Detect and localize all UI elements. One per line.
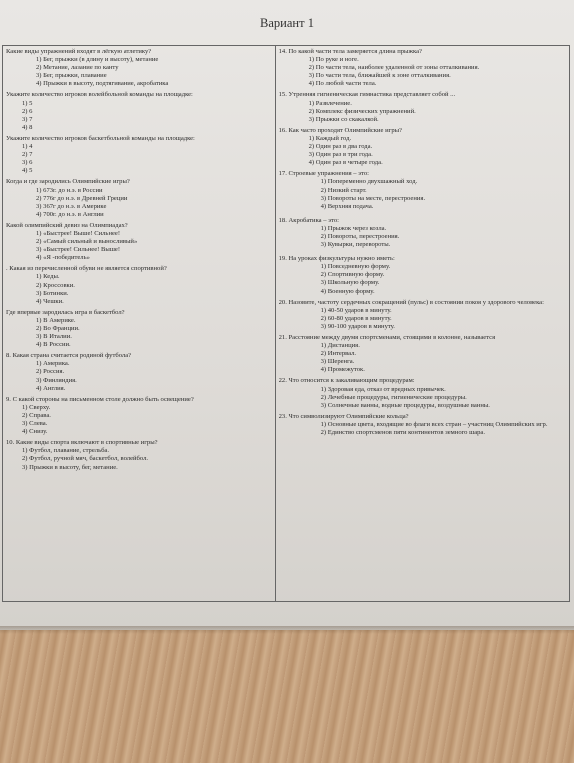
answer-option: 1) Дистанция. — [320, 342, 360, 350]
answer-option: 1) Прыжок через козла. — [320, 224, 387, 232]
answer-option: 3) Повороты на месте, перестроения. — [320, 194, 426, 202]
question-block — [6, 222, 272, 262]
question-text: 21. Расстояние между двумя спортсменами, стоящими в колонне, называется — [278, 334, 496, 341]
answer-option: 1) Каждый год. — [308, 134, 352, 142]
answer-option: 1) 40-50 ударов в минуту. — [320, 306, 392, 314]
question-block — [6, 265, 272, 305]
answer-option: 1) «Быстрее! Выше! Сильнее! — [36, 229, 121, 237]
answer-option: 3) «Быстрее! Сильнее! Выше! — [36, 246, 121, 254]
answer-option: 2) Спортивную форму. — [320, 271, 385, 279]
question-text: 19. На уроках физкультуры нужно иметь: — [278, 255, 395, 263]
answer-option: 2) Повороты, перестроения. — [320, 232, 400, 240]
answer-option: 4) Верхняя подача. — [320, 202, 374, 210]
question-block — [6, 178, 272, 218]
answer-option: 4) «Я -победитель» — [36, 254, 90, 262]
question-block — [279, 91, 566, 123]
answer-option: 3) По части тела, ближайшей к зоне отталкивания. — [308, 72, 451, 80]
answer-option: 3) 90-100 ударов в минуту. — [320, 322, 395, 330]
right-column — [276, 46, 569, 601]
question-text: Где впервые зародилась игра в баскетбол? — [6, 308, 125, 316]
answer-option: 2) Во Франции. — [36, 325, 80, 332]
answer-option: 3) Прыжки в высоту, бег, метание. — [22, 463, 118, 471]
question-text: 23. Что символизируют Олимпийские кольца? — [278, 412, 409, 420]
answer-option: 2) Футбол, ручной мяч, баскетбол, волейбол. — [22, 455, 149, 463]
question-text: . Какая из перечисленной обуви не является спортивной? — [6, 265, 167, 273]
page-title: Вариант 1 — [260, 16, 314, 30]
question-block — [6, 352, 272, 392]
answer-option: 4) Промежуток. — [320, 366, 365, 374]
question-block — [6, 309, 272, 349]
answer-option: 1) 4 — [22, 143, 33, 151]
answer-option: 1) Футбол, плавание, стрельба. — [22, 447, 110, 455]
answer-option: 1) В Америке. — [36, 316, 76, 324]
questions-table — [2, 45, 570, 602]
question-block — [279, 48, 566, 88]
question-block — [279, 217, 566, 249]
answer-option: 4) По любой части тела. — [308, 80, 377, 88]
answer-option: 4) В России. — [36, 341, 71, 349]
answer-option: 1) По руке и ноге. — [308, 56, 359, 64]
table-surface — [0, 625, 574, 763]
answer-option: 2) Кроссовки. — [36, 281, 75, 289]
answer-option: 4) Чешки. — [36, 297, 64, 305]
answer-option: 2) 6 — [22, 107, 33, 115]
answer-option: 4) Прыжки в высоту, подтягивание, акробатика — [36, 80, 169, 88]
answer-option: 1) Бег, прыжки (в длину и высоту), метание — [36, 56, 159, 64]
answer-option: 3) 367г до н.э. в Америке — [36, 202, 107, 210]
answer-option: 4) Один раз в четыре года. — [308, 159, 383, 167]
answer-option: 3) Кувырки, перевороты. — [320, 241, 391, 249]
answer-option: 2) Один раз в два года. — [308, 143, 373, 151]
answer-option: 2) Справа. — [22, 411, 51, 419]
answer-option: 2) Интервал. — [320, 350, 357, 358]
answer-option: 2) Единство спортсменов пяти континентов земного шара. — [320, 429, 485, 437]
question-block — [279, 170, 566, 210]
question-text: 17. Строевые упражнения – это: — [278, 170, 369, 178]
question-text: 14. По какой части тела замеряется длина прыжка? — [278, 48, 422, 55]
answer-option: 3) Один раз в три года. — [308, 151, 373, 159]
answer-option: 1) 673г. до н.э. в России — [36, 186, 103, 194]
answer-option: 3) Финляндия. — [36, 376, 77, 384]
question-block — [279, 127, 566, 167]
answer-option: 2) 60-80 ударов в минуту. — [320, 314, 392, 322]
question-block — [279, 299, 566, 331]
answer-option: 4) Англия. — [36, 384, 66, 392]
answer-option: 2) «Самый сильный и выносливый» — [36, 238, 138, 246]
sheet-shadow — [0, 626, 574, 634]
answer-option: 2) Россия. — [36, 368, 65, 376]
question-text: 22. Что относится к закаливающим процедурам: — [278, 377, 415, 385]
answer-option: 3) В Италии. — [36, 333, 72, 341]
answer-option: 3) Прыжки со скакалкой. — [308, 115, 379, 123]
answer-option: 1) 5 — [22, 99, 33, 107]
answer-option: 2) Низкий старт. — [320, 186, 367, 194]
question-block — [279, 413, 566, 437]
question-block — [6, 91, 272, 131]
question-block — [279, 255, 566, 295]
answer-option: 3) Бег, прыжки, плавание — [36, 72, 107, 80]
answer-option: 3) 7 — [22, 115, 33, 123]
question-text: Укажите количество игроков волейбольной команды на площадке: — [6, 91, 193, 99]
answer-option: 1) Сверху. — [22, 403, 51, 411]
answer-option: 2) 7 — [22, 151, 33, 159]
question-text: 9. С какой стороны на письменном столе должно быть освещение? — [6, 395, 194, 403]
answer-option: 4) 700г. до н.э. в Англии — [36, 210, 104, 218]
answer-option: 1) Развлечение. — [308, 99, 352, 107]
answer-option: 3) Слева. — [22, 420, 48, 428]
answer-option: 1) Здоровая еда, отказ от вредных привычек. — [320, 385, 446, 393]
question-text: Укажите количество игроков баскетбольной команды на площадке: — [6, 134, 195, 142]
answer-option: 1) Кеды. — [36, 273, 60, 281]
answer-option: 2) По части тела, наиболее удаленной от зоны отталкивания. — [308, 64, 480, 72]
question-text: 10. Какие виды спорта включают в спортивные игры? — [6, 439, 158, 447]
answer-option: 4) Военную форму. — [320, 287, 375, 295]
answer-option: 3) Солнечные ванны, водные процедуры, воздушные ванны. — [320, 401, 490, 409]
answer-option: 4) 8 — [22, 123, 33, 131]
question-block — [279, 334, 566, 374]
question-block — [6, 396, 272, 436]
question-text: Какой олимпийский девиз на Олимпиадах? — [6, 221, 128, 229]
question-text: Какие виды упражнений входят в лёгкую атлетику? — [6, 48, 152, 55]
question-text: 16. Как часто проходят Олимпийские игры? — [278, 126, 402, 134]
question-block — [6, 439, 272, 471]
answer-option: 3) Ботинки. — [36, 289, 69, 297]
question-block — [6, 135, 272, 175]
question-text: 18. Акробатика – это: — [278, 216, 339, 224]
answer-option: 1) Основные цвета, входящие во флаги всех стран – участниц Олимпийских игр. — [320, 420, 548, 428]
answer-option: 3) Школьную форму. — [320, 279, 380, 287]
question-block — [6, 48, 272, 88]
answer-option: 1) Повседневную форму. — [320, 263, 391, 271]
answer-option: 1) Попеременно двухшажный ход. — [320, 178, 418, 186]
question-block — [279, 377, 566, 409]
left-column — [3, 46, 276, 601]
answer-option: 2) 776г до н.э. в Древней Греции — [36, 194, 128, 202]
answer-option: 4) 5 — [22, 167, 33, 175]
question-text: 15. Утренняя гигиеническая гимнастика представляет собой ... — [278, 91, 456, 99]
question-text: Когда и где зародились Олимпийские игры? — [6, 178, 130, 186]
answer-option: 3) 6 — [22, 159, 33, 167]
answer-option: 2) Метание, лазание по канту — [36, 64, 119, 72]
answer-option: 1) Америка. — [36, 360, 70, 368]
question-text: 20. Назовите, частоту сердечных сокращений (пульс) в состоянии покоя у здорового человека: — [278, 298, 544, 306]
answer-option: 4) Снизу. — [22, 428, 48, 436]
answer-option: 2) Комплекс физических упражнений. — [308, 107, 416, 115]
question-text: 8. Какая страна считается родиной футбола? — [6, 352, 132, 360]
answer-option: 3) Шеренга. — [320, 358, 355, 366]
answer-option: 2) Лечебные процедуры, гигиенические процедуры. — [320, 393, 467, 401]
